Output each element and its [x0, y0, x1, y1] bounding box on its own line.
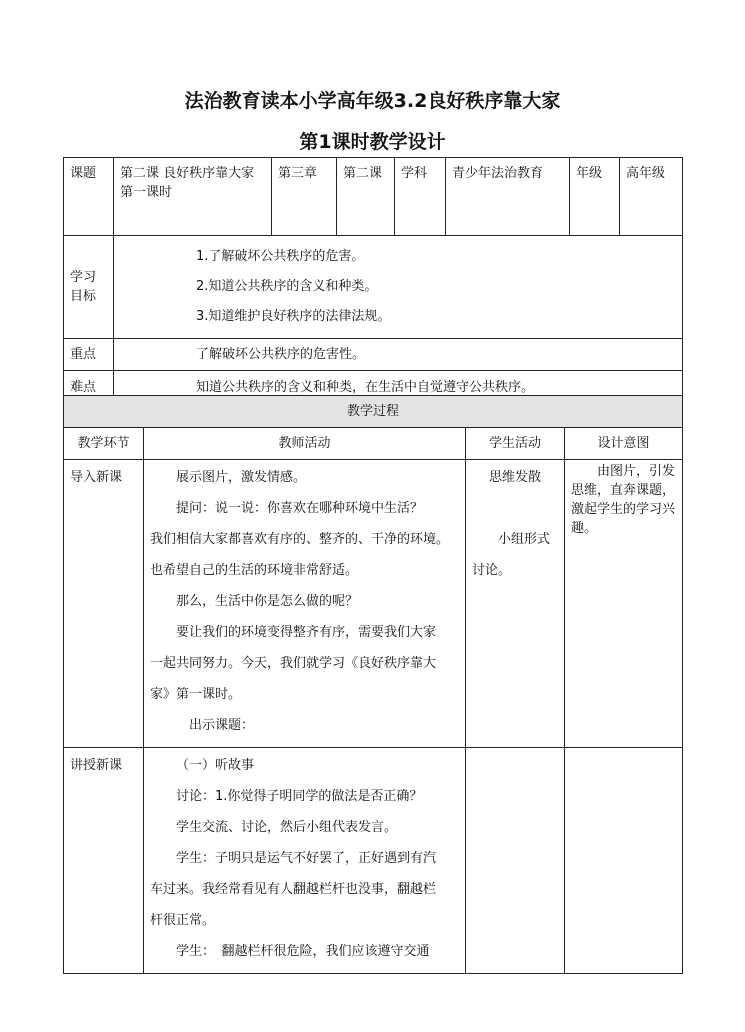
- teacher-line: 讨论：1.你觉得子明同学的做法是否正确？: [176, 789, 423, 804]
- key-point-label: 重点: [64, 339, 114, 371]
- topic-value: 第二课 良好秩序靠大家第一课时: [114, 158, 272, 236]
- topic-label: 课题: [64, 158, 114, 236]
- teacher-line: （一）听故事: [176, 758, 255, 773]
- lesson-value: 第二课: [337, 158, 395, 236]
- teacher-line: 家》第一课时。: [150, 687, 242, 702]
- teacher-line: 学生交流、讨论，然后小组代表发言。: [176, 820, 398, 835]
- key-point-text: 了解破坏公共秩序的危害性。: [114, 339, 683, 371]
- grade-value: 高年级: [620, 158, 683, 236]
- difficulty-label: 难点: [64, 371, 114, 405]
- design-intent-cell: [565, 748, 683, 974]
- objective-item: 3.知道维护良好秩序的法律法规。: [196, 309, 391, 324]
- objectives-label: 学习目标: [64, 236, 114, 339]
- subject-value: 青少年法治教育: [446, 158, 570, 236]
- teacher-line: 要让我们的环境变得整齐有序，需要我们大家: [176, 625, 437, 640]
- teacher-line: 那么，生活中你是怎么做的呢？: [176, 594, 359, 609]
- objective-item: 2.知道公共秩序的含义和种类。: [196, 279, 378, 294]
- teacher-activity-cell: [144, 748, 466, 974]
- chapter-value: 第三章: [272, 158, 337, 236]
- student-activity-cell: [466, 460, 565, 748]
- objective-item: 1.了解破坏公共秩序的危害。: [196, 249, 365, 264]
- objectives-list: [114, 236, 683, 339]
- teacher-line: 也希望自己的生活的环境非常舒适。: [150, 563, 359, 578]
- teacher-line: 我们相信大家都喜欢有序的、整齐的、干净的环境。: [150, 532, 450, 547]
- subject-label: 学科: [395, 158, 446, 236]
- stage-cell: 导入新课: [64, 460, 144, 748]
- teacher-line: 学生：子明只是运气不好罢了，正好遇到有汽: [176, 851, 437, 866]
- teacher-line: 车过来。我经常看见有人翻越栏杆也没事，翻越栏: [150, 882, 437, 897]
- document-title: 法治教育读本小学高年级3.2良好秩序靠大家: [184, 90, 561, 112]
- teacher-line: 杆很正常。: [150, 913, 216, 928]
- student-activity-cell: [466, 748, 565, 974]
- teacher-line: 学生： 翻越栏杆很危险，我们应该遵守交通: [176, 944, 430, 959]
- lesson-info-table: [63, 157, 683, 405]
- document-subtitle: 第1课时教学设计: [299, 131, 446, 153]
- design-intent-cell: 由图片，引发思维，直奔课题，激起学生的学习兴趣。: [565, 460, 683, 748]
- teacher-line: 出示课题：: [189, 718, 255, 733]
- teacher-line: 展示图片，激发情感。: [176, 470, 307, 485]
- teacher-activity-cell: [144, 460, 466, 748]
- student-line: 小组形式讨论。: [472, 532, 551, 578]
- teacher-line: 一起共同努力。今天，我们就学习《良好秩序靠大: [150, 656, 437, 671]
- column-header-student: 学生活动: [466, 428, 565, 460]
- column-header-stage: 教学环节: [64, 428, 144, 460]
- teaching-process-table: [63, 395, 683, 974]
- column-header-intent: 设计意图: [565, 428, 683, 460]
- teacher-line: 提问：说一说：你喜欢在哪种环境中生活？: [176, 501, 424, 516]
- difficulty-text: 知道公共秩序的含义和种类，在生活中自觉遵守公共秩序。: [114, 371, 683, 405]
- grade-label: 年级: [570, 158, 620, 236]
- student-line: 思维发散: [488, 470, 541, 485]
- column-header-teacher: 教师活动: [144, 428, 466, 460]
- stage-cell: 讲授新课: [64, 748, 144, 974]
- process-header: 教学过程: [64, 396, 683, 428]
